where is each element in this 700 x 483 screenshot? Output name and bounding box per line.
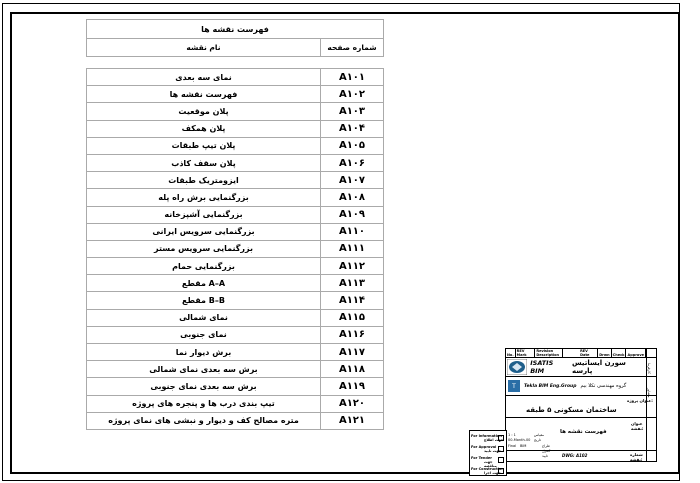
stamp-checkbox-3[interactable] [498, 457, 504, 463]
group-name-en: Tekla BIM Eng.Group [524, 383, 577, 389]
table-row [87, 69, 383, 86]
table-row [87, 241, 383, 258]
rev-mark: REV Mark [516, 349, 536, 357]
date-value: 00-Month-00 [508, 438, 531, 442]
stamp-checkbox-4[interactable] [498, 468, 504, 474]
sheet-number-cell: A۱۰۶ [338, 157, 366, 169]
sheet-number-cell: A۱۱۸ [338, 363, 366, 375]
table-row [87, 86, 383, 103]
rev-no: No. [506, 349, 516, 357]
sheet-name-cell: فهرست نقشه ها [87, 86, 321, 102]
sheet-number-cell: A۱۰۴ [338, 123, 366, 135]
sheet-name-cell: بزرگنمایی برش راه پله [87, 189, 321, 205]
sheet-number-cell: A۱۱۵ [338, 312, 366, 324]
index-rows [86, 68, 384, 430]
table-row [87, 121, 383, 138]
sheet-number-cell: A۱۱۳ [338, 277, 366, 289]
table-row [87, 224, 383, 241]
sheet-name: فهرست نقشه ها [560, 429, 607, 435]
stamp-for-information: For Information [471, 434, 502, 438]
index-title: فهرست نقشه ها [86, 19, 384, 38]
divider-4 [506, 450, 656, 451]
final-label: Final [508, 444, 517, 448]
sheet-number-cell: A۱۱۹ [338, 380, 366, 392]
check-label: کنترل [542, 449, 551, 453]
sheet-number-cell: A۱۰۵ [338, 140, 366, 152]
sheet-number-cell: A۱۱۶ [338, 329, 366, 341]
rev-drwn: Drwn [598, 349, 611, 357]
project-label: عنوان پروژه: [627, 398, 653, 403]
sheet-label: عنوان نقشه: [631, 421, 644, 431]
sheet-name-cell: ایزومتریک طبقات [87, 172, 321, 188]
sheet-name-cell: نمای سه بعدی [87, 69, 321, 85]
info-grid [506, 433, 556, 460]
tekla-logo-icon: T [508, 380, 520, 392]
stamp-checkbox-1[interactable] [498, 435, 504, 441]
company-name-en: ISATIS BIM [530, 359, 554, 375]
divider-2 [506, 395, 656, 396]
sheet-number-cell: A۱۰۳ [338, 105, 366, 117]
sheet-name-cell: نمای شمالی [87, 310, 321, 326]
stamp-fa-approval: جهت تایید [484, 449, 502, 453]
stamp-for-construction: For Construction [471, 467, 504, 471]
stamp-for-approval: For Approval [471, 445, 497, 449]
sheet-number-cell: A۱۱۰ [338, 226, 366, 238]
drawing-number: DWG: A102 [562, 453, 588, 458]
revision-header [506, 349, 646, 357]
col-page-number: شماره صفحه [327, 43, 377, 52]
table-row [87, 189, 383, 206]
sheet-number-cell: A۱۱۴ [338, 295, 366, 307]
sheet-number-cell: A۱۰۱ [338, 71, 366, 83]
scale-label: مقیاس [534, 433, 545, 437]
drawn-label: طراح [542, 444, 550, 448]
group-row [506, 377, 646, 395]
sheet-number-cell: A۱۱۱ [338, 243, 366, 255]
sheet-name-cell: بزرگنمایی آشپزخانه [87, 207, 321, 223]
consultant-label: مشاور [647, 387, 651, 398]
sheet-name-cell: متره مصالح کف و دیوار و نبشی های نمای پروژه [87, 413, 321, 429]
col-sheet-name: نام نقشه [87, 39, 321, 56]
sheet-name-cell: بزرگنمایی حمام [87, 258, 321, 274]
table-row [87, 207, 383, 224]
sheet-number-cell: A۱۱۲ [338, 260, 366, 272]
sheet-name-cell: مقطع B–B [87, 292, 321, 308]
table-row [87, 310, 383, 327]
stamp-fa-tender: جهت مناقصه [484, 460, 497, 468]
rev-check: Check [612, 349, 627, 357]
sheet-name-cell: بزرگنمایی سرویس ایرانی [87, 224, 321, 240]
sheet-number-cell: A۱۲۰ [338, 398, 366, 410]
sheet-number-cell: A۱۲۱ [338, 415, 366, 427]
project-name: ساختمان مسکونی ۵ طبقه [526, 406, 617, 414]
final-value: BIM [520, 444, 527, 448]
sheet-name-cell: مقطع A–A [87, 275, 321, 291]
sheet-name-cell: پلان موقعیت [87, 103, 321, 119]
company-logo-icon [506, 358, 527, 376]
sheet-number-cell: A۱۰۲ [338, 88, 366, 100]
rev-approve: Approve [626, 349, 646, 357]
title-block [505, 348, 657, 462]
company-name-fa: سورن ایساتیس پارسه [571, 359, 626, 375]
sheet-number-cell: A۱۰۷ [338, 174, 366, 186]
sheet-name-cell: پلان همکف [87, 121, 321, 137]
table-row [87, 344, 383, 361]
issue-stamp [469, 430, 507, 476]
stamp-for-tender: For Tender [471, 456, 492, 460]
table-row [87, 155, 383, 172]
table-row [87, 378, 383, 395]
stamp-checkbox-2[interactable] [498, 446, 504, 452]
drawing-number-label: شماره نقشه: [630, 452, 643, 462]
title-block-side [646, 349, 656, 461]
sheet-name-cell: نمای جنوبی [87, 327, 321, 343]
table-row [87, 258, 383, 275]
table-row [87, 138, 383, 155]
sheet-name-cell: برش سه بعدی نمای شمالی [87, 361, 321, 377]
table-row [87, 172, 383, 189]
sheet-name-cell: برش دیوار نما [87, 344, 321, 360]
table-row [87, 275, 383, 292]
sheet-name-cell: برش سه بعدی نمای جنوبی [87, 378, 321, 394]
sheet-name-cell: پلان تیپ طبقات [87, 138, 321, 154]
sheet-name-cell: بزرگنمایی سرویس مستر [87, 241, 321, 257]
rev-description: Revision Description [535, 349, 563, 357]
group-name-fa: گروه مهندسی تکلا بیم [580, 383, 627, 389]
table-row [87, 413, 383, 430]
company-logo-row [506, 358, 646, 376]
table-row [87, 103, 383, 120]
approve-label: تایید [542, 454, 548, 458]
sheet-name-cell: تیپ بندی درب ها و پنجره های پروژه [87, 396, 321, 412]
stamp-fa-information: جهت اطلاع [484, 438, 504, 442]
sheet-number-cell: A۱۱۷ [338, 346, 366, 358]
divider-3 [506, 417, 656, 418]
table-row [87, 292, 383, 309]
rev-date: REV Date [579, 349, 598, 357]
sheet-number-cell: A۱۰۸ [338, 191, 366, 203]
client-label: کارفرما [647, 363, 651, 374]
date-label: تاریخ [534, 438, 541, 442]
sheet-name-cell: پلان سقف کاذب [87, 155, 321, 171]
table-row [87, 327, 383, 344]
sheet-index-table [86, 19, 384, 430]
table-row [87, 361, 383, 378]
scale-value: 1 : 1 [508, 433, 516, 437]
index-header-row [86, 38, 384, 57]
sheet-number-cell: A۱۰۹ [338, 209, 366, 221]
stamp-fa-construction: جهت اجرا [484, 471, 501, 475]
table-row [87, 396, 383, 413]
